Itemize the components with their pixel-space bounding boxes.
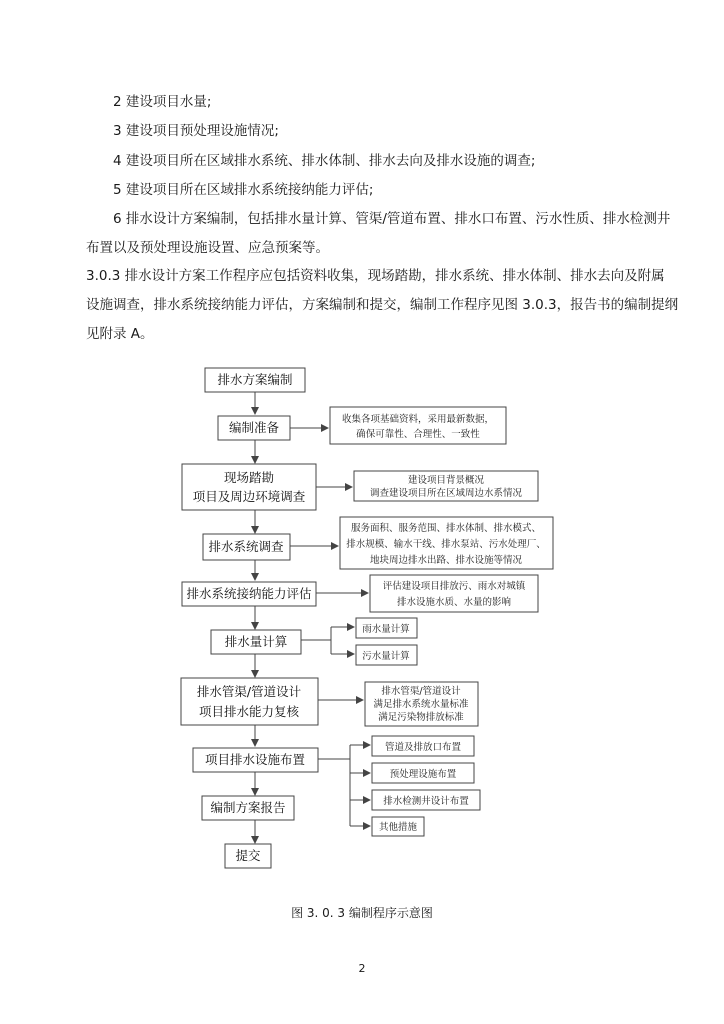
step-plan-compile bbox=[205, 368, 305, 392]
step-site-survey bbox=[182, 464, 316, 510]
step-write-report bbox=[202, 796, 294, 820]
svg-text:项目及周边环境调查: 项目及周边环境调查 bbox=[192, 489, 306, 504]
figure-caption: 图 3. 0. 3 编制程序示意图 bbox=[291, 906, 433, 920]
note-inspection-well bbox=[372, 790, 480, 810]
svg-text:排水系统接纳能力评估: 排水系统接纳能力评估 bbox=[186, 586, 312, 601]
svg-text:编制方案报告: 编制方案报告 bbox=[210, 800, 286, 815]
svg-text:管道及排放口布置: 管道及排放口布置 bbox=[384, 742, 462, 753]
svg-text:服务面积、服务范围、排水体制、排水模式、: 服务面积、服务范围、排水体制、排水模式、 bbox=[350, 523, 542, 534]
svg-text:确保可靠性、合理性、一致性: 确保可靠性、合理性、一致性 bbox=[356, 429, 480, 440]
svg-text:其他措施: 其他措施 bbox=[378, 822, 418, 833]
note-prepare bbox=[330, 407, 506, 444]
note-survey bbox=[354, 471, 538, 501]
note-outfall-layout bbox=[372, 736, 474, 756]
svg-text:满足排水系统水量标准: 满足排水系统水量标准 bbox=[373, 699, 469, 710]
svg-text:污水量计算: 污水量计算 bbox=[362, 651, 410, 662]
step-facility-layout bbox=[193, 748, 318, 772]
svg-text:现场踏勘: 现场踏勘 bbox=[223, 470, 275, 485]
step-drainage-calc bbox=[211, 630, 301, 654]
note-other-measures bbox=[372, 817, 424, 836]
note-system bbox=[340, 517, 553, 569]
svg-text:项目排水设施布置: 项目排水设施布置 bbox=[204, 752, 306, 767]
svg-text:评估建设项目排放污、雨水对城镇: 评估建设项目排放污、雨水对城镇 bbox=[382, 581, 526, 592]
clause-3-0-3-line-1: 3.0.3 排水设计方案工作程序应包括资料收集，现场踏勘，排水系统、排水体制、排水去向及附属 bbox=[86, 268, 665, 284]
page-number: 2 bbox=[358, 962, 366, 975]
note-rain-calc bbox=[356, 618, 417, 638]
paragraph-item-6-cont: 布置以及预处理设施设置、应急预案等。 bbox=[86, 240, 329, 256]
step-submit bbox=[225, 844, 271, 868]
svg-text:排水管渠/管道设计: 排水管渠/管道设计 bbox=[381, 686, 461, 697]
clause-3-0-3-line-3: 见附录 A。 bbox=[86, 326, 154, 342]
svg-text:项目排水能力复核: 项目排水能力复核 bbox=[198, 704, 300, 719]
paragraph-item-3: 3 建设项目预处理设施情况; bbox=[113, 123, 279, 139]
svg-text:满足污染物排放标准: 满足污染物排放标准 bbox=[378, 712, 464, 723]
svg-text:地块周边排水出路、排水设施等情况: 地块周边排水出路、排水设施等情况 bbox=[369, 555, 523, 566]
svg-text:排水量计算: 排水量计算 bbox=[224, 634, 288, 649]
paragraph-item-5: 5 建设项目所在区域排水系统接纳能力评估; bbox=[113, 182, 374, 198]
svg-text:建设项目背景概况: 建设项目背景概况 bbox=[407, 475, 485, 486]
note-sewage-calc bbox=[356, 645, 417, 665]
svg-text:预处理设施布置: 预处理设施布置 bbox=[389, 769, 457, 780]
svg-text:排水设施水质、水量的影响: 排水设施水质、水量的影响 bbox=[396, 597, 512, 608]
step-system-survey bbox=[203, 534, 290, 560]
note-pipe bbox=[365, 682, 478, 726]
svg-text:排水方案编制: 排水方案编制 bbox=[217, 372, 293, 387]
note-pretreatment-layout bbox=[372, 763, 474, 783]
svg-text:雨水量计算: 雨水量计算 bbox=[362, 624, 410, 635]
svg-text:编制准备: 编制准备 bbox=[228, 420, 280, 435]
step-prepare bbox=[218, 416, 290, 440]
svg-text:收集各项基础资料，采用最新数据，: 收集各项基础资料，采用最新数据， bbox=[341, 414, 495, 425]
svg-text:排水系统调查: 排水系统调查 bbox=[208, 539, 284, 554]
paragraph-item-6: 6 排水设计方案编制，包括排水量计算、管渠/管道布置、排水口布置、污水性质、排水检测井 bbox=[113, 211, 671, 227]
clause-3-0-3-line-2: 设施调查，排水系统接纳能力评估，方案编制和提交，编制工作程序见图 3.0.3，报告书的编制提纲 bbox=[86, 297, 679, 313]
svg-text:提交: 提交 bbox=[235, 848, 261, 863]
svg-text:排水管渠/管道设计: 排水管渠/管道设计 bbox=[196, 684, 302, 699]
paragraph-item-2: 2 建设项目水量; bbox=[113, 94, 212, 110]
paragraph-item-4: 4 建设项目所在区域排水系统、排水体制、排水去向及排水设施的调查; bbox=[113, 153, 536, 169]
svg-text:排水规模、输水干线、排水泵站、污水处理厂、: 排水规模、输水干线、排水泵站、污水处理厂、 bbox=[346, 539, 546, 550]
svg-text:排水检测井设计布置: 排水检测井设计布置 bbox=[383, 796, 469, 807]
step-capacity-assessment bbox=[182, 582, 316, 606]
note-capacity bbox=[370, 575, 538, 612]
svg-text:调查建设项目所在区域周边水系情况: 调查建设项目所在区域周边水系情况 bbox=[369, 488, 523, 499]
step-pipe-design bbox=[181, 678, 318, 725]
